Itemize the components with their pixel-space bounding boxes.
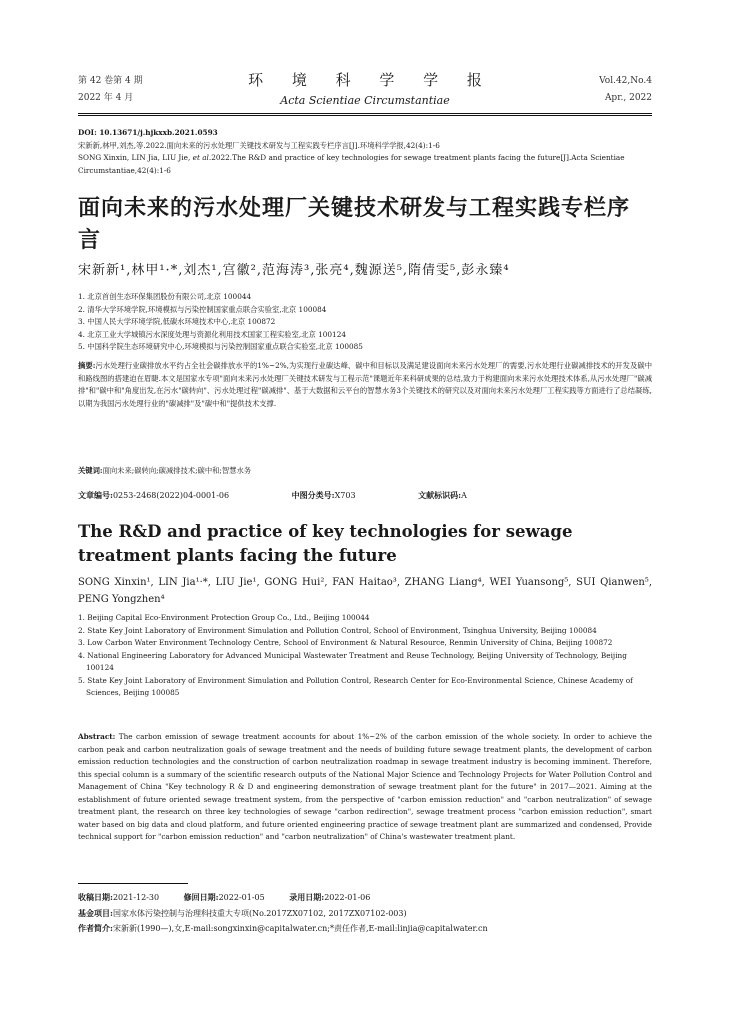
date-cn: 2022 年 4 月 — [78, 93, 134, 103]
document-code-value: A — [461, 491, 467, 500]
footnote-rule — [78, 883, 188, 884]
volume-cn: 第 42 卷第 4 期 — [78, 76, 143, 86]
fund-line — [78, 906, 652, 922]
affiliation-en: 1. Beijing Capital Eco-Environment Protection Group Co., Ltd., Beijing 100044 — [78, 613, 370, 622]
dates-line — [78, 890, 652, 906]
affiliation-en: 4. National Engineering Laboratory for Advanced Municipal Wastewater Treatment and Reuse Technology, Beijing University of Technology, Beijing 100124 — [78, 650, 627, 672]
footnote — [78, 890, 652, 937]
abstract-en — [78, 731, 652, 844]
article-number-value: 0253-2468(2022)04-0001-06 — [112, 491, 230, 500]
doi: DOI: 10.13671/j.hjkxxb.2021.0593 — [78, 128, 218, 137]
affiliation-cn: 4. 北京工业大学城镇污水深度处理与资源化利用技术国家工程实验室,北京 100124 — [78, 329, 346, 339]
keywords-cn-text: 面向未来;碳转向;碳减排技术;碳中和;智慧水务 — [102, 466, 252, 475]
bio-value: 宋新新(1990—),女,E-mail:songxinxin@capitalwater.cn;*责任作者,E-mail:linjia@capitalwater.cn — [112, 924, 488, 933]
abstract-cn-label: 摘要: — [78, 361, 96, 370]
revised-value: 2022-01-05 — [218, 893, 265, 902]
received-value: 2021-12-30 — [112, 893, 160, 902]
citation-block — [78, 127, 652, 177]
affiliations-cn — [78, 291, 652, 354]
bio-label: 作者简介: — [78, 923, 113, 933]
issue-info-en — [599, 73, 652, 107]
affiliations-en — [78, 612, 652, 700]
affiliation-en: 2. State Key Joint Laboratory of Environment Simulation and Pollution Control, School of Environment, Tsinghua University, Beijing 100084 — [78, 625, 597, 635]
citation-en-etal: et al. — [192, 153, 212, 162]
accepted-label: 录用日期: — [289, 892, 325, 902]
abstract-cn — [78, 360, 652, 410]
citation-en-rest: 2022.The R&D and practice of key technologies for sewage treatment plants facing the future[J].Acta Scientiae Circumstantiae,42(4):1-6 — [78, 153, 625, 175]
accepted-value: 2022-01-06 — [324, 893, 371, 902]
affiliation-cn: 1. 北京首创生态环保集团股份有限公司,北京 100044 — [78, 292, 252, 301]
accepted-date — [289, 890, 370, 906]
header-rule — [78, 113, 652, 116]
affiliation-cn: 5. 中国科学院生态环境研究中心,环境模拟与污染控制国家重点联合实验室,北京 100085 — [78, 342, 363, 351]
article-number-label: 文章编号: — [78, 490, 113, 500]
affiliation-en: 5. State Key Joint Laboratory of Environment Simulation and Pollution Control, Research Center for Eco-Environmental Science, Chinese Academy of Sciences, Beijing 100085 — [78, 675, 633, 697]
authors-en: SONG Xinxin¹, LIN Jia¹·*, LIU Jie¹, GONG Hui², FAN Haitao³, ZHANG Liang⁴, WEI Yuansong⁵, SUI Qianwen⁵, PENG Yongzhen⁴ — [78, 577, 652, 605]
affiliation-cn: 2. 清华大学环境学院,环境模拟与污染控制国家重点联合实验室,北京 100084 — [78, 304, 327, 314]
clc-number — [292, 489, 386, 502]
fund-label: 基金项目: — [78, 907, 113, 918]
clc-label: 中图分类号: — [291, 490, 335, 500]
date-en: Apr., 2022 — [604, 93, 652, 103]
article-title-en: The R&D and practice of key technologies for sewage treatment plants facing the future — [78, 522, 573, 565]
clc-value: X703 — [334, 491, 356, 500]
bio-line — [78, 921, 652, 937]
journal-name-cn: 环 境 科 学 学 报 — [248, 71, 494, 89]
document-code — [418, 489, 497, 502]
received-date — [78, 890, 159, 906]
abstract-cn-text: 污水处理行业碳排放水平约占全社会碳排放水平的1%~2%,为实现行业碳达峰、碳中和目标以及满足建设面向未来污水处理厂的需要,污水处理行业碳减排技术的开发及碳中和路线图的搭建迫在眉睫.本文是国家水专项"面向未来污水处理厂关键技术研发与工程示范"课题近年来科研成果的总结,致力于构建面向未来污水处理技术体系,从污水处理厂"碳减排"和"碳中和"角度出发,在污水"碳转向"、污水处理过程"碳减排"、基于大数据和云平台的智慧水务3个关键技术的研究以及对面向未来污水处理厂工程实践等方面进行了总结凝练,以期为我国污水处理行业的"碳减排"及"碳中和"提供技术支撑. — [78, 361, 652, 408]
article-title-cn: 面向未来的污水处理厂关键技术研发与工程实践专栏序言 — [78, 196, 631, 253]
keywords-cn-label: 关键词: — [78, 466, 103, 475]
revised-label: 修回日期: — [183, 892, 219, 902]
abstract-en-text: The carbon emission of sewage treatment accounts for about 1%~2% of the carbon emission of the whole society. In order to achieve the carbon peak and carbon neutralization goals of sewage treatment and the needs of building future sewage treatment plants, the development of carbon emission reduction technologies and the construction of carbon neutralization roadmap in sewage treatment industry is becoming imminent. Therefore, this special column is a summary of the scientific research outputs of the National Major Science and Technology Projects for Water Pollution Control and Management of China "Key technology R & D and engineering demonstration of sewage treatment plant for the future" in 2017—2021. Aiming at the establishment of future oriented sewage treatment system, from the perspective of "carbon emission reduction" and "carbon neutralization" of sewage treatment plant, the research on three key technologies of sewage "carbon redirection", sewage treatment process "carbon emission reduction", smart water based on big data and cloud platform, and future oriented engineering practice of sewage treatment plant are summarized and condensed, Provide technical support for "carbon emission reduction" and "carbon neutralization" of China's wastewater treatment plant. — [78, 732, 652, 841]
abstract-en-label: Abstract: — [78, 732, 116, 741]
affiliation-cn: 3. 中国人民大学环境学院,低碳水环境技术中心,北京 100872 — [78, 317, 276, 326]
keywords-cn — [78, 465, 652, 478]
document-code-label: 文献标识码: — [418, 490, 462, 500]
affiliation-en: 3. Low Carbon Water Environment Technology Centre, School of Environment & Natural Resource, Renmin University of China, Beijing 100872 — [78, 638, 613, 647]
article-identifiers — [78, 489, 652, 502]
journal-name-en: Acta Scientiae Circumstantiae — [280, 94, 450, 107]
volume-en: Vol.42,No.4 — [599, 76, 652, 86]
article-number — [78, 489, 259, 502]
citation-en-authors: SONG Xinxin, LIN Jia, LIU Jie, — [78, 153, 193, 162]
fund-value: 国家水体污染控制与治理科技重大专项(No.2017ZX07102, 2017ZX07102-003) — [112, 908, 407, 918]
authors-cn: 宋新新¹,林甲¹·*,刘杰¹,宫徽²,范海涛³,张亮⁴,魏源送⁵,隋倩雯⁵,彭永臻⁴ — [78, 263, 510, 278]
citation-cn: 宋新新,林甲,刘杰,等.2022.面向未来的污水处理厂关键技术研发与工程实践专栏序言[J].环境科学学报,42(4):1-6 — [78, 140, 440, 150]
revised-date — [184, 890, 265, 906]
citation-en — [78, 152, 652, 177]
received-label: 收稿日期: — [78, 892, 113, 902]
